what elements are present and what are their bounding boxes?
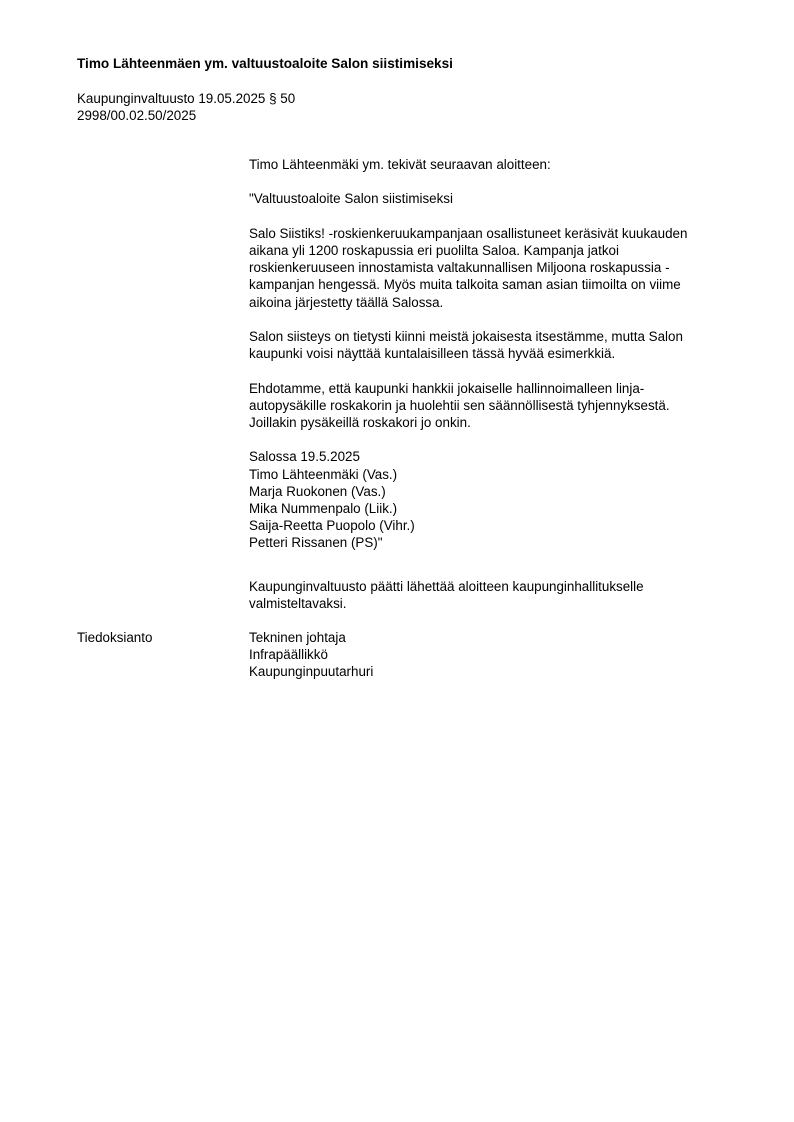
paragraph-2 (249, 328, 739, 362)
paragraph-line: Ehdotamme, että kaupunki hankkii jokaiselle hallinnoimalleen linja- (249, 380, 645, 396)
paragraph-line: aikoina järjestetty täällä Salossa. (249, 294, 444, 310)
paragraph-line: kampanjan hengessä. Myös muita talkoita saman asian tiimoilta on viime (249, 277, 681, 293)
distribution-recipient: Tekninen johtaja (249, 630, 346, 645)
document-title: Timo Lähteenmäen ym. valtuustoaloite Salon siistimiseksi (77, 56, 453, 71)
distribution-label: Tiedoksianto (77, 630, 153, 645)
meeting-meta (77, 90, 295, 124)
distribution-recipient: Kaupunginpuutarhuri (249, 664, 374, 680)
record-number: 2998/00.02.50/2025 (77, 108, 197, 124)
signer-name: Timo Lähteenmäki (Vas.) (249, 466, 398, 482)
initiative-body (249, 156, 739, 552)
paragraph-line: roskienkeruuseen innostamista valtakunnallisen Miljoona roskapussia - (249, 260, 670, 276)
paragraph-line: aikana yli 1200 roskapussia eri puolilta Saloa. Kampanja jatkoi (249, 242, 619, 258)
paragraph-1 (249, 225, 739, 311)
signer-name: Marja Ruokonen (Vas.) (249, 483, 386, 499)
intro-text: Timo Lähteenmäki ym. tekivät seuraavan aloitteen: (249, 157, 551, 172)
initiative-heading: "Valtuustoaloite Salon siistimiseksi (249, 191, 453, 207)
distribution-list (249, 629, 373, 681)
decision-text (249, 578, 739, 612)
signer-name: Mika Nummenpalo (Liik.) (249, 500, 398, 516)
decision-line: valmisteltavaksi. (249, 596, 347, 612)
signer-name: Petteri Rissanen (PS)" (249, 535, 383, 551)
signature-block (249, 448, 739, 551)
signature-place-date: Salossa 19.5.2025 (249, 449, 360, 465)
paragraph-line: Salo Siistiks! -roskienkeruukampanjaan osallistuneet keräsivät kuukauden (249, 225, 688, 241)
signer-name: Saija-Reetta Puopolo (Vihr.) (249, 518, 415, 534)
paragraph-line: Salon siisteys on tietysti kiinni meistä jokaisesta itsestämme, mutta Salon (249, 328, 683, 344)
paragraph-line: kaupunki voisi näyttää kuntalaisilleen tässä hyvää esimerkkiä. (249, 346, 616, 362)
paragraph-3 (249, 380, 739, 432)
distribution-recipient: Infrapäällikkö (249, 647, 328, 663)
paragraph-line: Joillakin pysäkeillä roskakori jo onkin. (249, 414, 471, 430)
meeting-body-and-date: Kaupunginvaltuusto 19.05.2025 § 50 (77, 91, 296, 106)
decision-line: Kaupunginvaltuusto päätti lähettää aloitteen kaupunginhallitukselle (249, 579, 644, 594)
paragraph-line: autopysäkille roskakorin ja huolehtii sen säännöllisestä tyhjennyksestä. (249, 397, 670, 413)
